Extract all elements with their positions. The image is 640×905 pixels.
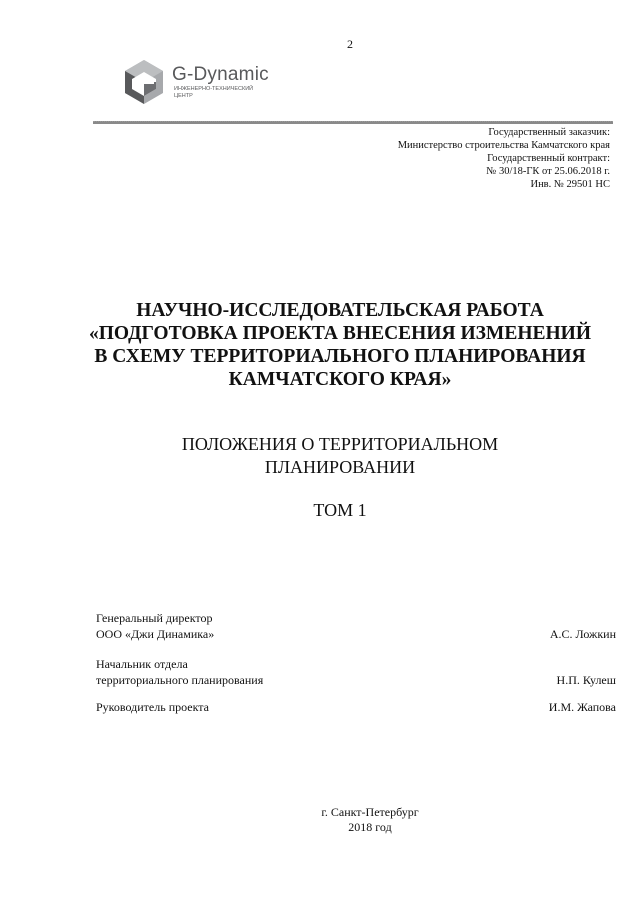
header-divider bbox=[93, 121, 613, 124]
title-line: НАУЧНО-ИССЛЕДОВАТЕЛЬСКАЯ РАБОТА bbox=[136, 300, 544, 321]
page-number: 2 bbox=[347, 37, 353, 51]
signature-name: И.М. Жапова bbox=[548, 700, 616, 714]
document-subtitle bbox=[60, 433, 620, 479]
signature-position: Генеральный директор bbox=[96, 611, 213, 625]
volume-number: ТОМ 1 bbox=[313, 500, 367, 520]
signature-name: Н.П. Кулеш bbox=[556, 673, 616, 687]
logo-subtitle-line: ЦЕНТР bbox=[174, 93, 193, 99]
signature-department-head bbox=[96, 656, 616, 688]
document-footer bbox=[220, 805, 520, 835]
customer-info bbox=[290, 126, 610, 191]
logo-name: G-Dynamic bbox=[172, 64, 269, 85]
signature-position: Начальник отдела bbox=[96, 657, 188, 671]
company-logo bbox=[120, 58, 300, 106]
customer-label: Государственный заказчик: bbox=[488, 127, 610, 138]
title-line: В СХЕМУ ТЕРРИТОРИАЛЬНОГО ПЛАНИРОВАНИЯ bbox=[94, 346, 586, 367]
signature-position: Руководитель проекта bbox=[96, 700, 209, 714]
contract-label: Государственный контракт: bbox=[487, 153, 610, 164]
inventory-number: Инв. № 29501 НС bbox=[530, 179, 610, 190]
document-title bbox=[60, 299, 620, 391]
footer-city: г. Санкт-Петербург bbox=[321, 805, 419, 819]
title-line: КАМЧАТСКОГО КРАЯ» bbox=[228, 369, 452, 390]
signature-name: А.С. Ложкин bbox=[549, 627, 616, 641]
footer-year: 2018 год bbox=[348, 820, 392, 834]
signature-organization: ООО «Джи Динамика» bbox=[96, 627, 215, 641]
g-dynamic-logo-icon bbox=[120, 58, 168, 106]
subtitle-line: ПОЛОЖЕНИЯ О ТЕРРИТОРИАЛЬНОМ bbox=[181, 434, 499, 454]
title-line: «ПОДГОТОВКА ПРОЕКТА ВНЕСЕНИЯ ИЗМЕНЕНИЙ bbox=[88, 323, 592, 344]
signature-general-director bbox=[96, 610, 616, 642]
signature-department: территориального планирования bbox=[96, 673, 264, 687]
logo-subtitle bbox=[174, 86, 253, 100]
subtitle-line: ПЛАНИРОВАНИИ bbox=[264, 457, 416, 477]
signature-project-manager bbox=[96, 699, 616, 715]
contract-number: № 30/18-ГК от 25.06.2018 г. bbox=[486, 166, 610, 177]
customer-name: Министерство строительства Камчатского края bbox=[397, 140, 610, 151]
logo-subtitle-line: ИНЖЕНЕРНО-ТЕХНИЧЕСКИЙ bbox=[174, 86, 254, 92]
